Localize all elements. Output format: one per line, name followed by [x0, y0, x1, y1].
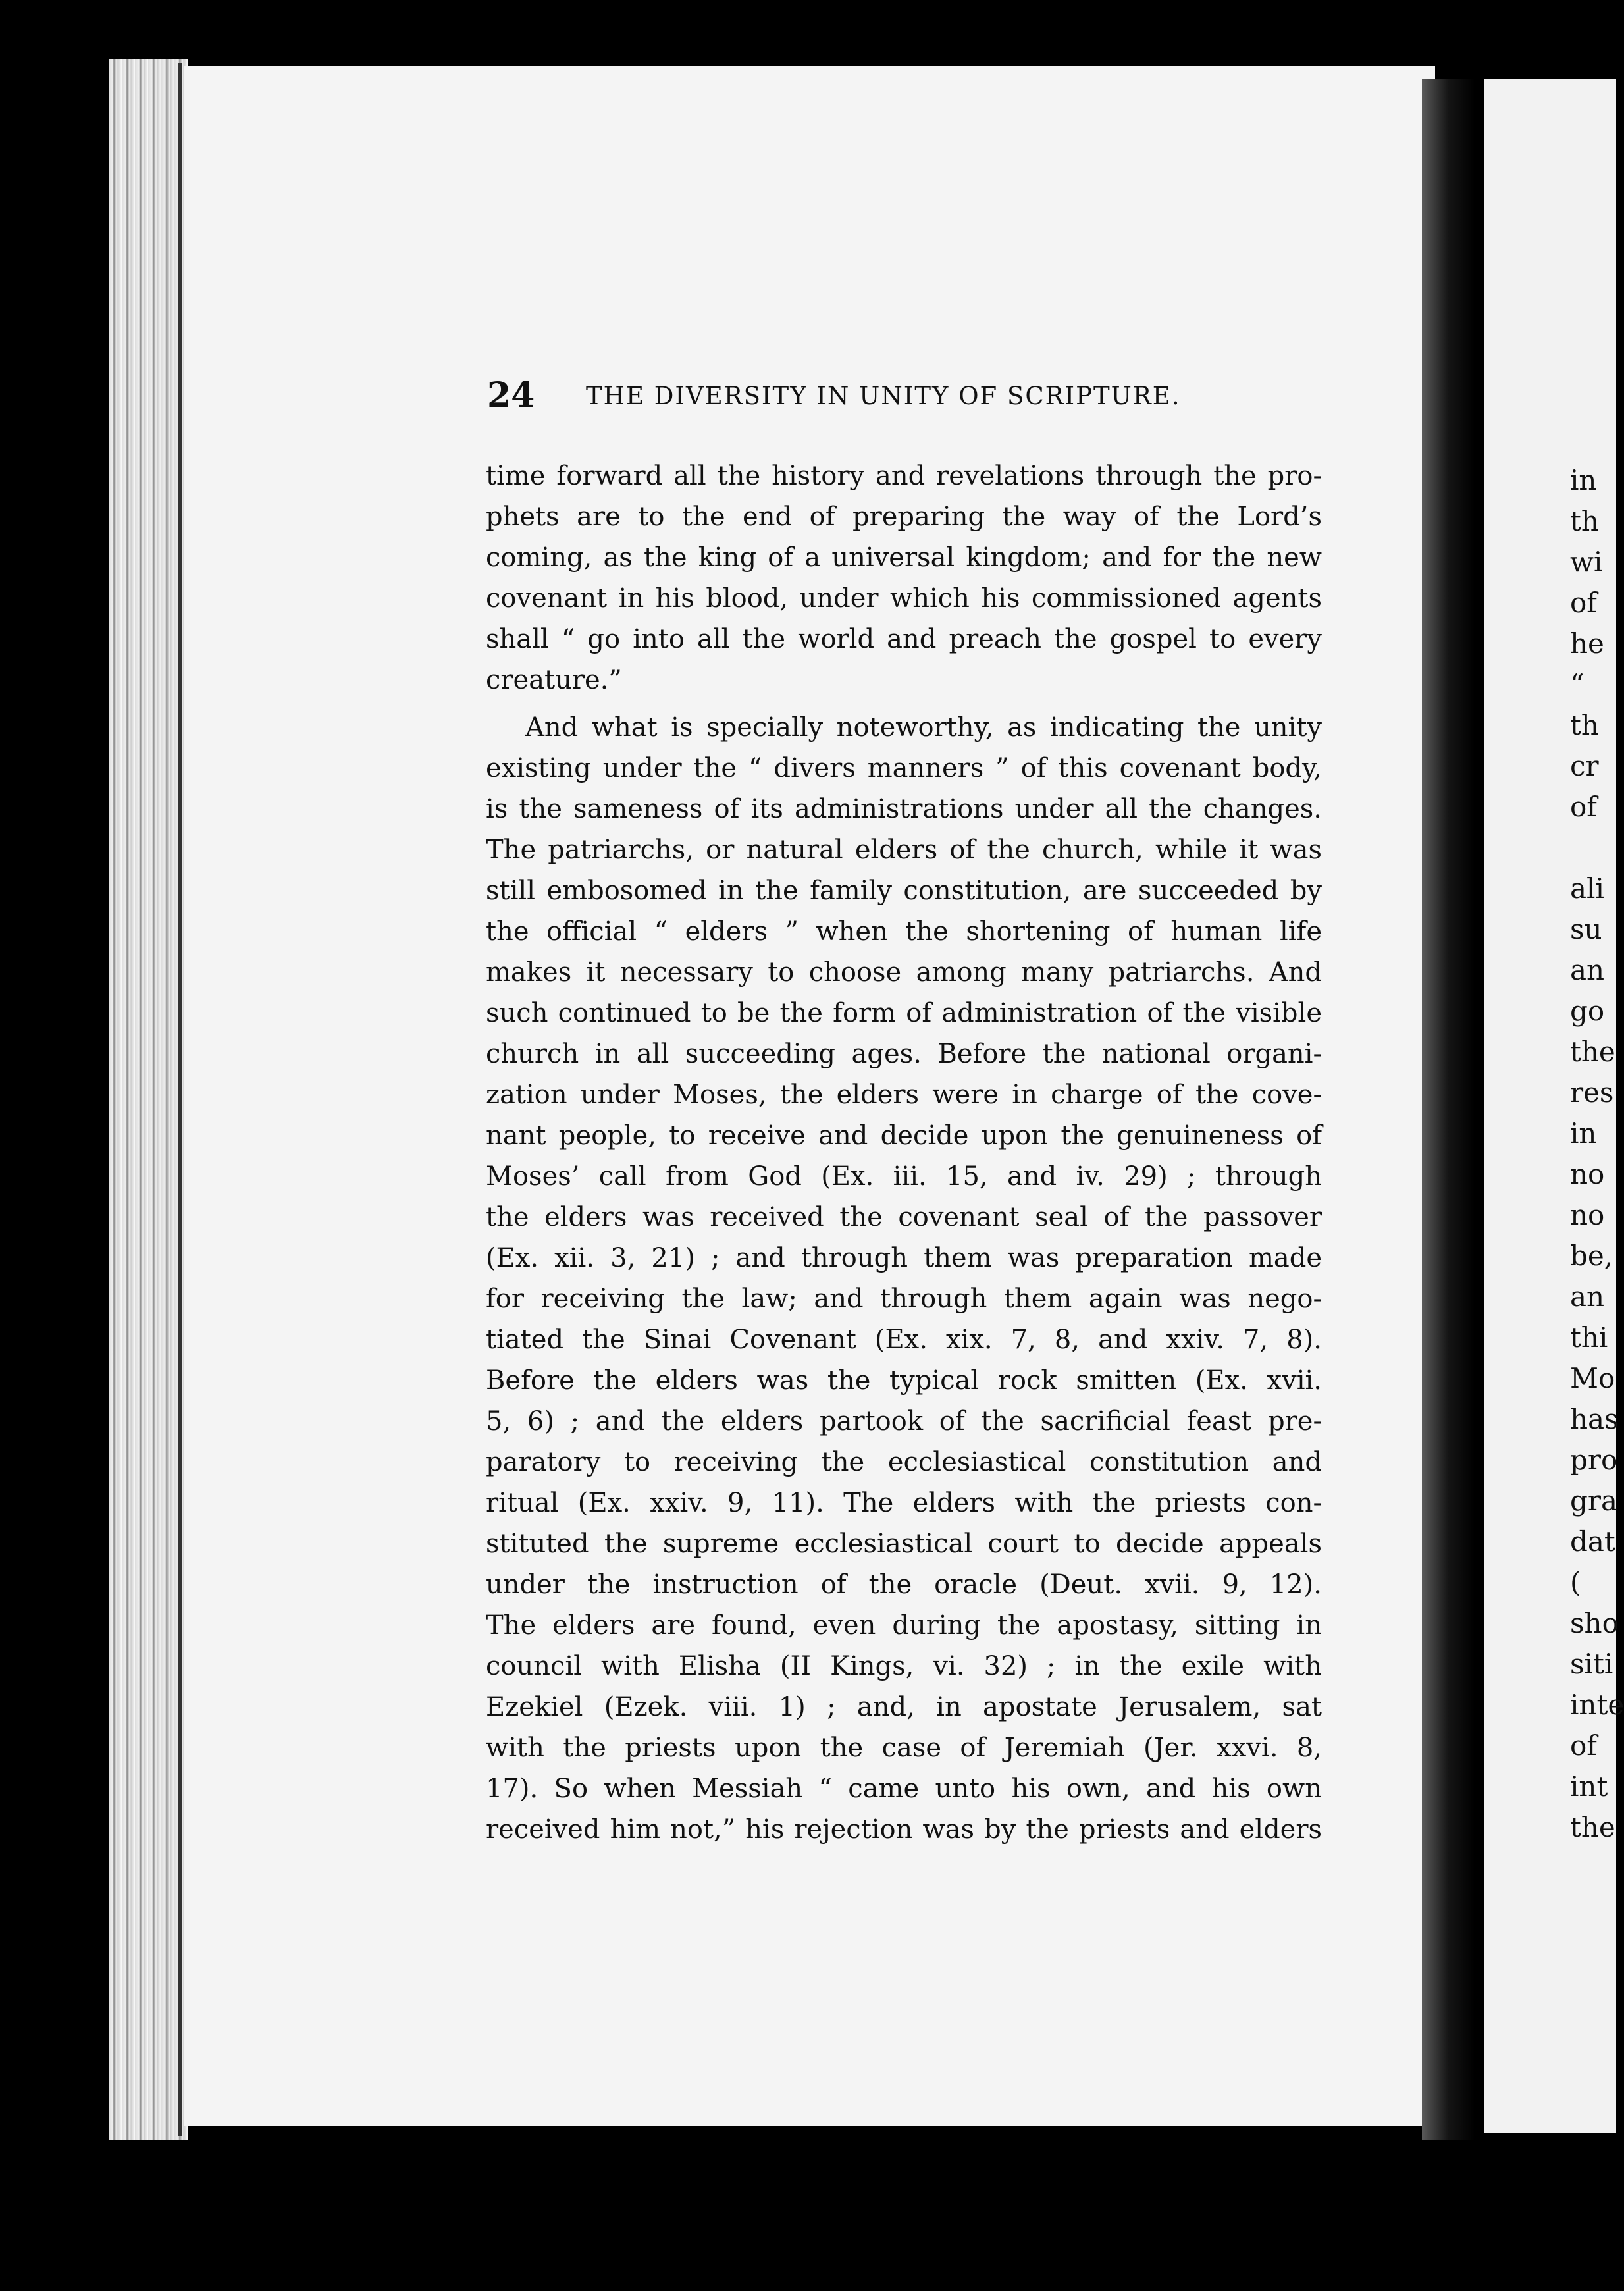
facing-page-fragment: ali [1570, 872, 1604, 905]
text-line: the elders was received the covenant seal of the passover [486, 1202, 1322, 1232]
facing-page-fragment: of [1570, 791, 1597, 823]
facing-page-fragment: wi [1570, 546, 1603, 578]
facing-page-fragment: inte [1570, 1689, 1624, 1721]
paragraph-2 [486, 707, 1322, 1850]
facing-page-fragment: an [1570, 954, 1605, 986]
facing-page-fragment: th [1570, 709, 1599, 741]
text-line: shall “ go into all the world and preach the gospel to every [486, 624, 1322, 654]
text-line: The patriarchs, or natural elders of the church, while it was [486, 835, 1322, 865]
page-number: 24 [487, 375, 535, 415]
facing-page-fragment: Mo [1570, 1362, 1615, 1394]
facing-page-fragment: res [1570, 1076, 1614, 1109]
text-line: still embosomed in the family constitution, are succeeded by [486, 876, 1322, 906]
text-line: tiated the Sinai Covenant (Ex. xix. 7, 8, and xxiv. 7, 8). [486, 1325, 1322, 1355]
text-line: Before the elders was the typical rock smitten (Ex. xvii. [486, 1365, 1322, 1396]
text-line: time forward all the history and revelations through the pro- [486, 461, 1322, 491]
facing-page [1484, 79, 1624, 2133]
facing-page-fragment: the [1570, 1811, 1615, 1843]
text-line: phets are to the end of preparing the way of the Lord’s [486, 502, 1322, 532]
text-line: is the sameness of its administrations under all the changes. [486, 794, 1322, 824]
paragraph-gap [486, 700, 1322, 707]
text-line: makes it necessary to choose among many patriarchs. And [486, 957, 1322, 988]
facing-page-fragment: be, [1570, 1240, 1613, 1272]
facing-page-fragment: thi [1570, 1321, 1608, 1354]
text-line: under the instruction of the oracle (Deut. xvii. 9, 12). [486, 1569, 1322, 1600]
facing-page-fragment: in [1570, 464, 1597, 496]
text-line: covenant in his blood, under which his commissioned agents [486, 583, 1322, 614]
facing-page-fragment: the [1570, 1036, 1615, 1068]
text-line: church in all succeeding ages. Before the national organi- [486, 1039, 1322, 1069]
facing-page-fragment: no [1570, 1199, 1605, 1231]
text-line: the official “ elders ” when the shortening of human life [486, 916, 1322, 947]
text-line: paratory to receiving the ecclesiastical constitution and [486, 1447, 1322, 1477]
facing-page-fragment: sho [1570, 1607, 1619, 1639]
text-line: existing under the “ divers manners ” of this covenant body, [486, 753, 1322, 783]
text-line: nant people, to receive and decide upon the genuineness of [486, 1120, 1322, 1151]
facing-page-fragment: gra [1570, 1485, 1618, 1517]
facing-page-fragment: pro [1570, 1444, 1618, 1476]
facing-page-fragment: go [1570, 995, 1605, 1027]
page-stack-edge [109, 59, 188, 2140]
facing-page-fragment: in [1570, 1117, 1597, 1149]
text-line: creature.” [486, 665, 622, 695]
facing-page-fragment: no [1570, 1158, 1605, 1190]
facing-page-fragment: “ [1570, 668, 1585, 700]
facing-page-fragment: ( [1570, 1566, 1581, 1598]
text-line: The elders are found, even during the apostasy, sitting in [486, 1610, 1322, 1641]
text-line: (Ex. xii. 3, 21) ; and through them was preparation made [486, 1243, 1322, 1273]
page-body [486, 456, 1322, 1850]
facing-page-fragment: of [1570, 1729, 1597, 1762]
gutter-shadow [1422, 79, 1475, 2140]
facing-page-fragment: su [1570, 913, 1602, 945]
facing-page-fragment: int [1570, 1770, 1608, 1803]
page-header [487, 375, 1317, 421]
facing-page-fragment: dat [1570, 1525, 1615, 1558]
running-head: THE DIVERSITY IN UNITY OF SCRIPTURE. [586, 382, 1181, 410]
facing-page-fragment: of [1570, 587, 1597, 619]
text-line: 17). So when Messiah “ came unto his own, and his own [486, 1774, 1322, 1804]
text-line: coming, as the king of a universal kingdom; and for the new [486, 542, 1322, 573]
text-line: Ezekiel (Ezek. viii. 1) ; and, in apostate Jerusalem, sat [486, 1692, 1322, 1722]
text-line: ritual (Ex. xxiv. 9, 11). The elders with the priests con- [486, 1488, 1322, 1518]
facing-page-fragment: he [1570, 627, 1604, 660]
text-line: with the priests upon the case of Jeremiah (Jer. xxvi. 8, [486, 1733, 1322, 1763]
facing-page-fragment: an [1570, 1280, 1605, 1313]
facing-page-fragment: th [1570, 505, 1599, 537]
text-line: stituted the supreme ecclesiastical court to decide appeals [486, 1529, 1322, 1559]
text-line: for receiving the law; and through them again was nego- [486, 1284, 1322, 1314]
text-line: received him not,” his rejection was by the priests and elders [486, 1814, 1322, 1845]
text-line: such continued to be the form of administration of the visible [486, 998, 1322, 1028]
facing-page-fragment: siti [1570, 1648, 1613, 1680]
facing-page-fragment: cr [1570, 750, 1599, 782]
binding-line [178, 63, 182, 2136]
text-line: And what is specially noteworthy, as indicating the unity [525, 712, 1322, 743]
facing-page-fragment: has [1570, 1403, 1619, 1435]
text-line: Moses’ call from God (Ex. iii. 15, and iv. 29) ; through [486, 1161, 1322, 1192]
paragraph-1 [486, 456, 1322, 700]
text-line: zation under Moses, the elders were in charge of the cove- [486, 1080, 1322, 1110]
text-line: council with Elisha (II Kings, vi. 32) ; in the exile with [486, 1651, 1322, 1681]
text-line: 5, 6) ; and the elders partook of the sacrificial feast pre- [486, 1406, 1322, 1436]
